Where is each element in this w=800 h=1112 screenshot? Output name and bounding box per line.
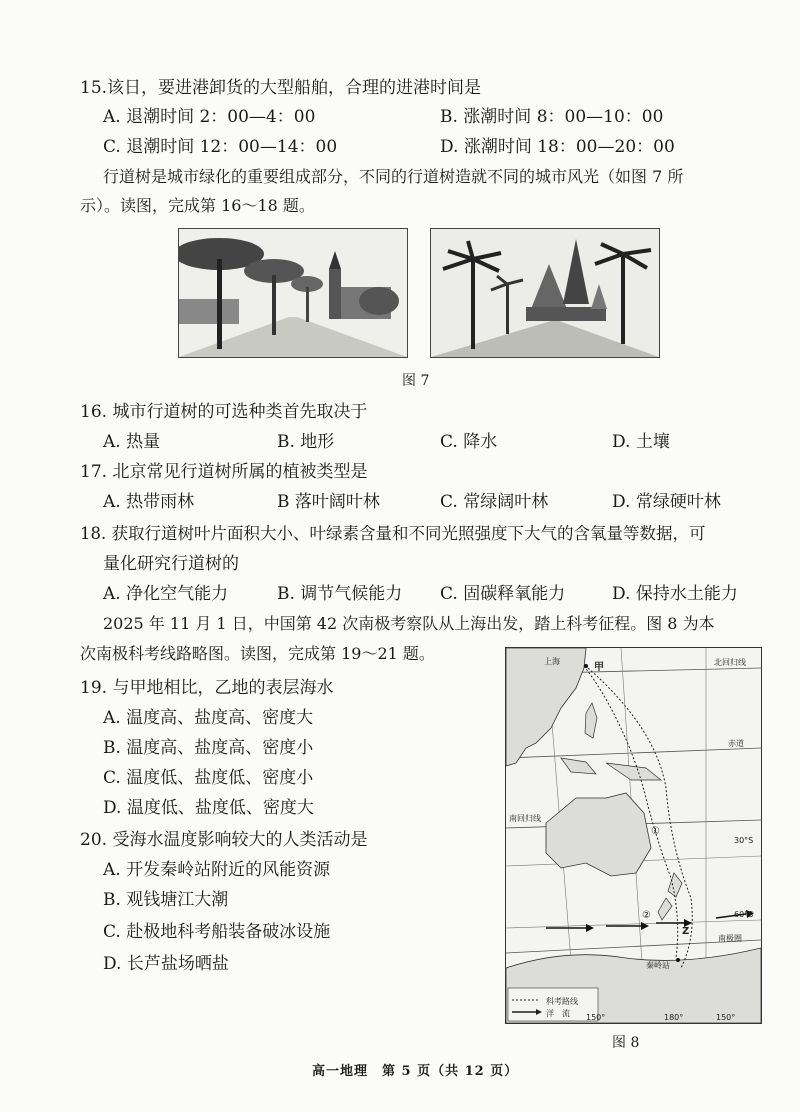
map-label-lat-60s: 60°S xyxy=(734,910,754,919)
map-label-antarctic-circle: 南极圈 xyxy=(718,934,742,943)
legend-current-label: 洋 流 xyxy=(546,1009,570,1018)
q18-option-c: C. 固碳释氧能力 xyxy=(440,584,566,604)
map-label-jia: 甲 xyxy=(594,662,604,673)
q16-option-d: D. 土壤 xyxy=(612,432,670,452)
intro-street-trees-line1: 行道树是城市绿化的重要组成部分，不同的行道树造就不同的城市风光（如图 7 所 xyxy=(103,167,684,186)
q17-option-b: B 落叶阔叶林 xyxy=(277,492,380,512)
map-label-z: Z xyxy=(682,926,690,937)
q19-option-d: D. 温度低、盐度低、密度大 xyxy=(103,798,314,818)
q17-option-a: A. 热带雨林 xyxy=(103,492,195,512)
map-label-qinling-station: 秦岭站 xyxy=(646,961,670,970)
q20-stem: 20. 受海水温度影响较大的人类活动是 xyxy=(80,830,368,850)
intro-antarctic-line2: 次南极科考线路略图。读图，完成第 19～21 题。 xyxy=(80,644,435,663)
q15-option-a: A. 退潮时间 2：00—4：00 xyxy=(103,107,316,127)
intro-antarctic-line1: 2025 年 11 月 1 日，中国第 42 次南极考察队从上海出发，踏上科考征程。图 8 为本 xyxy=(103,614,715,633)
map-label-lon-150w: 150° xyxy=(716,1013,736,1022)
q19-option-a: A. 温度高、盐度高、密度大 xyxy=(103,708,314,728)
q18-stem-line1: 18. 获取行道树叶片面积大小、叶绿素含量和不同光照强度下大气的含氧量等数据，可 xyxy=(80,524,706,543)
fig7-photo-left-european-street xyxy=(178,228,408,358)
q16-option-c: C. 降水 xyxy=(440,432,498,452)
q18-option-a: A. 净化空气能力 xyxy=(103,584,229,604)
map-label-tropic-of-capricorn: 南回归线 xyxy=(509,814,541,823)
map-label-lat-30s: 30°S xyxy=(734,836,754,845)
q20-option-d: D. 长芦盐场晒盐 xyxy=(103,954,229,974)
q20-option-b: B. 观钱塘江大潮 xyxy=(103,890,229,910)
q18-stem-line2: 量化研究行道树的 xyxy=(103,554,239,574)
q16-stem: 16. 城市行道树的可选种类首先取决于 xyxy=(80,402,368,422)
q19-stem: 19. 与甲地相比，乙地的表层海水 xyxy=(80,678,334,698)
q17-option-d: D. 常绿硬叶林 xyxy=(612,492,721,512)
antarctic-route-map-svg xyxy=(506,648,761,1023)
map-label-equator: 赤道 xyxy=(728,739,744,748)
q16-option-a: A. 热量 xyxy=(103,432,161,452)
fig7-photo-right-tropical-temple-street xyxy=(430,228,660,358)
q15-option-b: B. 涨潮时间 8：00—10：00 xyxy=(440,107,664,127)
fig7-caption: 图 7 xyxy=(402,373,430,389)
legend-route-label: 科考路线 xyxy=(546,997,578,1006)
page-footer: 高一地理 第 5 页（共 12 页） xyxy=(312,1064,519,1079)
fig8-caption: 图 8 xyxy=(612,1035,640,1051)
intro-street-trees-line2: 示）。读图，完成第 16～18 题。 xyxy=(80,196,315,215)
tropical-street-illustration xyxy=(431,229,659,357)
q18-option-d: D. 保持水土能力 xyxy=(612,584,738,604)
map-label-circle-1: ① xyxy=(651,826,660,837)
q17-option-c: C. 常绿阔叶林 xyxy=(440,492,549,512)
q18-option-b: B. 调节气候能力 xyxy=(277,584,403,604)
q19-option-b: B. 温度高、盐度高、密度小 xyxy=(103,738,314,758)
map-label-lon-150: 150° xyxy=(586,1013,606,1022)
map-label-circle-2: ② xyxy=(642,910,651,921)
q15-stem: 15.该日，要进港卸货的大型船舶，合理的进港时间是 xyxy=(80,78,482,98)
q17-stem: 17. 北京常见行道树所属的植被类型是 xyxy=(80,462,368,482)
q16-option-b: B. 地形 xyxy=(277,432,335,452)
european-street-illustration xyxy=(179,229,407,357)
q20-option-a: A. 开发秦岭站附近的风能资源 xyxy=(103,860,331,880)
q19-option-c: C. 温度低、盐度低、密度小 xyxy=(103,768,314,788)
map-label-tropic-of-cancer: 北回归线 xyxy=(714,658,746,667)
fig8-route-map xyxy=(505,647,762,1024)
q15-option-d: D. 涨潮时间 18：00—20：00 xyxy=(440,137,675,157)
q15-option-c: C. 退潮时间 12：00—14：00 xyxy=(103,137,338,157)
map-label-lon-180: 180° xyxy=(664,1013,684,1022)
q20-option-c: C. 赴极地科考船装备破冰设施 xyxy=(103,922,331,942)
map-label-shanghai: 上海 xyxy=(544,657,560,666)
